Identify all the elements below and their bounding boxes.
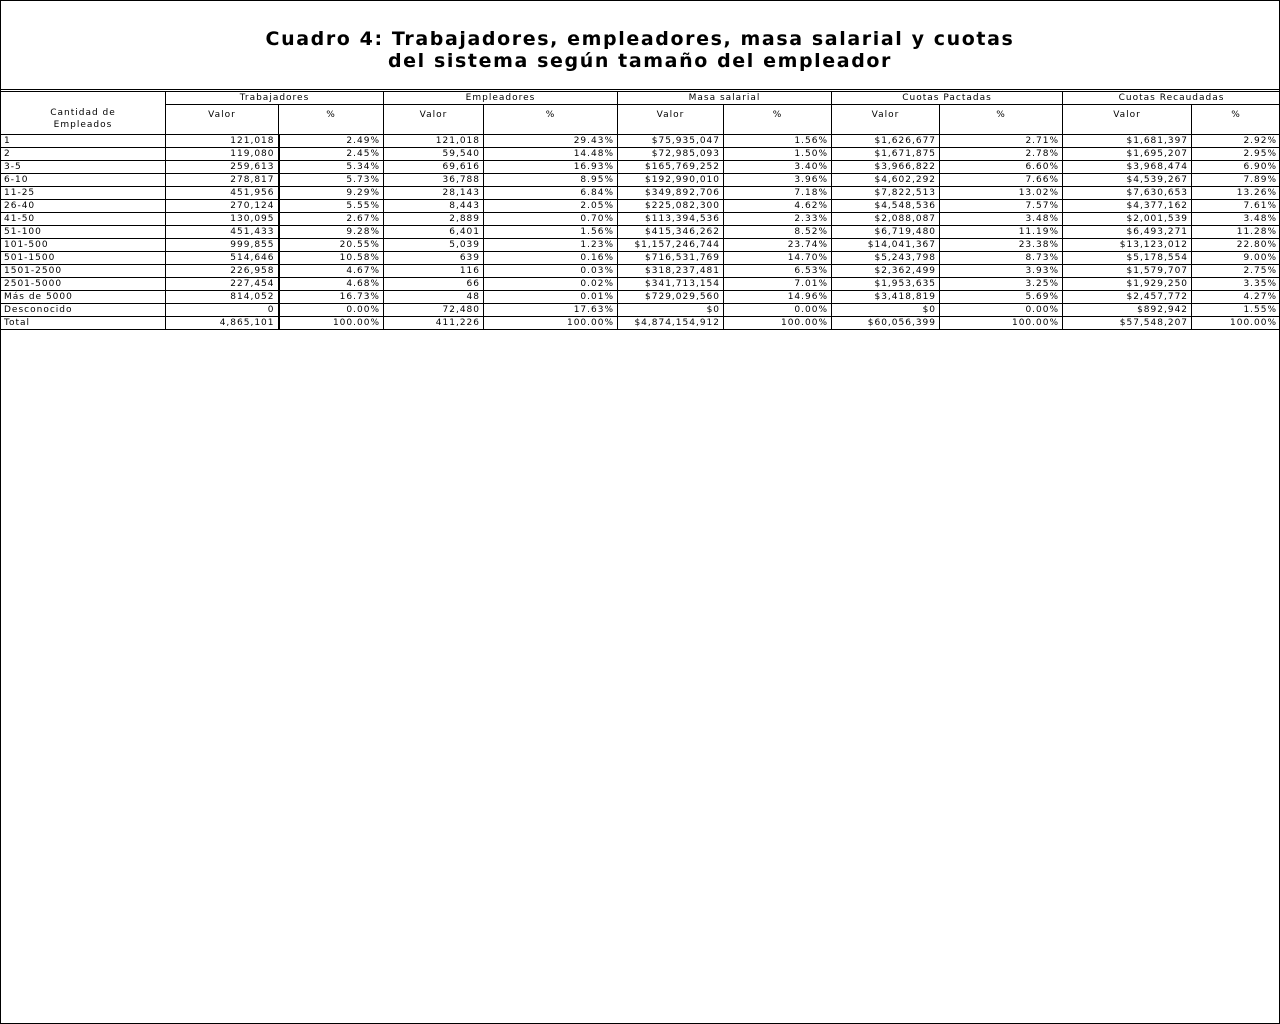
value-cell: 411,226 <box>384 317 484 330</box>
percent-cell: 8.73% <box>940 252 1063 265</box>
value-cell: $1,681,397 <box>1063 135 1192 148</box>
percent-cell: 5.55% <box>279 200 384 213</box>
title-divider <box>0 89 1280 90</box>
percent-cell: 2.05% <box>484 200 618 213</box>
value-cell: $7,630,653 <box>1063 187 1192 200</box>
percent-cell: 6.53% <box>724 265 832 278</box>
table-row <box>1 135 1280 148</box>
percent-cell: 14.48% <box>484 148 618 161</box>
value-cell: 227,454 <box>166 278 279 291</box>
table-row <box>1 161 1280 174</box>
value-cell: $729,029,560 <box>618 291 724 304</box>
row-label-cell: 2501-5000 <box>1 278 166 291</box>
total-row <box>1 317 1280 330</box>
percent-cell: 8.95% <box>484 174 618 187</box>
value-cell: $2,001,539 <box>1063 213 1192 226</box>
value-cell: $892,942 <box>1063 304 1192 317</box>
percent-cell: 1.23% <box>484 239 618 252</box>
percent-cell: 0.00% <box>940 304 1063 317</box>
percent-cell: 3.48% <box>1192 213 1280 226</box>
table-row <box>1 278 1280 291</box>
percent-cell: 6.60% <box>940 161 1063 174</box>
value-cell: 48 <box>384 291 484 304</box>
percent-cell: 2.95% <box>1192 148 1280 161</box>
percent-cell: 4.67% <box>279 265 384 278</box>
percent-cell: 1.56% <box>484 226 618 239</box>
value-cell: $225,082,300 <box>618 200 724 213</box>
value-cell: $349,892,706 <box>618 187 724 200</box>
subheader-valor: Valor <box>1063 105 1192 135</box>
percent-cell: 3.40% <box>724 161 832 174</box>
group-header-masa-salarial: Masa salarial <box>618 92 832 105</box>
value-cell: $716,531,769 <box>618 252 724 265</box>
subheader-percent: % <box>940 105 1063 135</box>
percent-cell: 23.38% <box>940 239 1063 252</box>
value-cell: 5,039 <box>384 239 484 252</box>
value-cell: $415,346,262 <box>618 226 724 239</box>
value-cell: $57,548,207 <box>1063 317 1192 330</box>
value-cell: $3,418,819 <box>832 291 940 304</box>
percent-cell: 13.02% <box>940 187 1063 200</box>
value-cell: 226,958 <box>166 265 279 278</box>
value-cell: 69,616 <box>384 161 484 174</box>
table-row <box>1 148 1280 161</box>
percent-cell: 0.00% <box>279 304 384 317</box>
value-cell: 451,956 <box>166 187 279 200</box>
value-cell: $1,695,207 <box>1063 148 1192 161</box>
value-cell: 270,124 <box>166 200 279 213</box>
row-label-cell: 51-100 <box>1 226 166 239</box>
title-line-2: del sistema según tamaño del empleador <box>387 50 893 72</box>
table-row <box>1 265 1280 278</box>
value-cell: $4,539,267 <box>1063 174 1192 187</box>
percent-cell: 5.69% <box>940 291 1063 304</box>
group-header-empleadores: Empleadores <box>384 92 618 105</box>
percent-cell: 11.28% <box>1192 226 1280 239</box>
row-label-cell: 41-50 <box>1 213 166 226</box>
row-label-cell: 101-500 <box>1 239 166 252</box>
value-cell: $5,178,554 <box>1063 252 1192 265</box>
percent-cell: 3.35% <box>1192 278 1280 291</box>
percent-cell: 3.25% <box>940 278 1063 291</box>
value-cell: $113,394,536 <box>618 213 724 226</box>
sub-header-row <box>1 105 1280 135</box>
value-cell: 8,443 <box>384 200 484 213</box>
value-cell: 4,865,101 <box>166 317 279 330</box>
percent-cell: 0.16% <box>484 252 618 265</box>
percent-cell: 14.70% <box>724 252 832 265</box>
percent-cell: 3.93% <box>940 265 1063 278</box>
value-cell: $3,966,822 <box>832 161 940 174</box>
percent-cell: 9.00% <box>1192 252 1280 265</box>
value-cell: 28,143 <box>384 187 484 200</box>
percent-cell: 2.49% <box>279 135 384 148</box>
percent-cell: 100.00% <box>1192 317 1280 330</box>
row-label-cell: 3-5 <box>1 161 166 174</box>
value-cell: $4,874,154,912 <box>618 317 724 330</box>
group-header-cuotas-recaudadas: Cuotas Recaudadas <box>1063 92 1280 105</box>
row-label-cell: 501-1500 <box>1 252 166 265</box>
value-cell: $1,157,246,744 <box>618 239 724 252</box>
percent-cell: 2.71% <box>940 135 1063 148</box>
percent-cell: 20.55% <box>279 239 384 252</box>
group-header-cuotas-pactadas: Cuotas Pactadas <box>832 92 1063 105</box>
row-label-cell: 2 <box>1 148 166 161</box>
percent-cell: 100.00% <box>940 317 1063 330</box>
value-cell: 116 <box>384 265 484 278</box>
value-cell: 2,889 <box>384 213 484 226</box>
percent-cell: 1.50% <box>724 148 832 161</box>
value-cell: $6,493,271 <box>1063 226 1192 239</box>
value-cell: $7,822,513 <box>832 187 940 200</box>
page-title <box>0 28 1280 72</box>
table-row <box>1 213 1280 226</box>
percent-cell: 16.93% <box>484 161 618 174</box>
subheader-percent: % <box>279 105 384 135</box>
percent-cell: 4.62% <box>724 200 832 213</box>
percent-cell: 10.58% <box>279 252 384 265</box>
percent-cell: 2.92% <box>1192 135 1280 148</box>
percent-cell: 7.61% <box>1192 200 1280 213</box>
percent-cell: 29.43% <box>484 135 618 148</box>
table-row <box>1 291 1280 304</box>
row-label-cell: Desconocido <box>1 304 166 317</box>
value-cell: $4,602,292 <box>832 174 940 187</box>
value-cell: $5,243,798 <box>832 252 940 265</box>
percent-cell: 4.27% <box>1192 291 1280 304</box>
value-cell: 66 <box>384 278 484 291</box>
title-line-1: Cuadro 4: Trabajadores, empleadores, masa salarial y cuotas <box>265 28 1015 50</box>
value-cell: 72,480 <box>384 304 484 317</box>
percent-cell: 13.26% <box>1192 187 1280 200</box>
percent-cell: 11.19% <box>940 226 1063 239</box>
percent-cell: 100.00% <box>484 317 618 330</box>
row-label-cell: Total <box>1 317 166 330</box>
value-cell: 259,613 <box>166 161 279 174</box>
value-cell: $0 <box>618 304 724 317</box>
subheader-valor: Valor <box>166 105 279 135</box>
row-header-label <box>1 105 166 135</box>
row-header-label-line-2: Empleados <box>53 120 113 131</box>
value-cell: $318,237,481 <box>618 265 724 278</box>
value-cell: 999,855 <box>166 239 279 252</box>
subheader-percent: % <box>1192 105 1280 135</box>
percent-cell: 22.80% <box>1192 239 1280 252</box>
value-cell: 639 <box>384 252 484 265</box>
value-cell: $72,985,093 <box>618 148 724 161</box>
subheader-valor: Valor <box>618 105 724 135</box>
subheader-valor: Valor <box>384 105 484 135</box>
table-row <box>1 226 1280 239</box>
percent-cell: 1.56% <box>724 135 832 148</box>
value-cell: $1,671,875 <box>832 148 940 161</box>
percent-cell: 3.48% <box>940 213 1063 226</box>
row-header-blank <box>1 92 166 105</box>
percent-cell: 7.57% <box>940 200 1063 213</box>
value-cell: $2,457,772 <box>1063 291 1192 304</box>
value-cell: 36,788 <box>384 174 484 187</box>
value-cell: 6,401 <box>384 226 484 239</box>
value-cell: 814,052 <box>166 291 279 304</box>
row-label-cell: 1 <box>1 135 166 148</box>
percent-cell: 4.68% <box>279 278 384 291</box>
percent-cell: 9.28% <box>279 226 384 239</box>
percent-cell: 7.89% <box>1192 174 1280 187</box>
table-row <box>1 174 1280 187</box>
subheader-percent: % <box>724 105 832 135</box>
value-cell: 121,018 <box>384 135 484 148</box>
percent-cell: 14.96% <box>724 291 832 304</box>
value-cell: $0 <box>832 304 940 317</box>
table-row <box>1 304 1280 317</box>
value-cell: $341,713,154 <box>618 278 724 291</box>
subheader-percent: % <box>484 105 618 135</box>
percent-cell: 0.00% <box>724 304 832 317</box>
value-cell: $60,056,399 <box>832 317 940 330</box>
percent-cell: 2.75% <box>1192 265 1280 278</box>
percent-cell: 5.73% <box>279 174 384 187</box>
value-cell: $1,953,635 <box>832 278 940 291</box>
percent-cell: 5.34% <box>279 161 384 174</box>
row-label-cell: 26-40 <box>1 200 166 213</box>
percent-cell: 17.63% <box>484 304 618 317</box>
percent-cell: 6.84% <box>484 187 618 200</box>
value-cell: $3,968,474 <box>1063 161 1192 174</box>
percent-cell: 7.18% <box>724 187 832 200</box>
percent-cell: 0.70% <box>484 213 618 226</box>
value-cell: $2,088,087 <box>832 213 940 226</box>
percent-cell: 0.01% <box>484 291 618 304</box>
value-cell: $75,935,047 <box>618 135 724 148</box>
row-label-cell: 1501-2500 <box>1 265 166 278</box>
percent-cell: 3.96% <box>724 174 832 187</box>
table-row <box>1 200 1280 213</box>
percent-cell: 23.74% <box>724 239 832 252</box>
subheader-valor: Valor <box>832 105 940 135</box>
percent-cell: 0.03% <box>484 265 618 278</box>
value-cell: $2,362,499 <box>832 265 940 278</box>
value-cell: $4,377,162 <box>1063 200 1192 213</box>
row-header-label-line-1: Cantidad de <box>50 108 116 119</box>
value-cell: 514,646 <box>166 252 279 265</box>
value-cell: 59,540 <box>384 148 484 161</box>
row-label-cell: 11-25 <box>1 187 166 200</box>
group-header-trabajadores: Trabajadores <box>166 92 384 105</box>
value-cell: $6,719,480 <box>832 226 940 239</box>
value-cell: 121,018 <box>166 135 279 148</box>
percent-cell: 6.90% <box>1192 161 1280 174</box>
percent-cell: 2.33% <box>724 213 832 226</box>
value-cell: $14,041,367 <box>832 239 940 252</box>
value-cell: $4,548,536 <box>832 200 940 213</box>
data-table <box>0 91 1280 330</box>
value-cell: $1,579,707 <box>1063 265 1192 278</box>
value-cell: 119,080 <box>166 148 279 161</box>
percent-cell: 1.55% <box>1192 304 1280 317</box>
group-header-row <box>1 92 1280 105</box>
table-row <box>1 252 1280 265</box>
table-row <box>1 239 1280 252</box>
percent-cell: 7.01% <box>724 278 832 291</box>
value-cell: $13,123,012 <box>1063 239 1192 252</box>
percent-cell: 100.00% <box>279 317 384 330</box>
percent-cell: 16.73% <box>279 291 384 304</box>
table-row <box>1 187 1280 200</box>
percent-cell: 9.29% <box>279 187 384 200</box>
value-cell: 278,817 <box>166 174 279 187</box>
value-cell: $1,626,677 <box>832 135 940 148</box>
row-label-cell: 6-10 <box>1 174 166 187</box>
percent-cell: 7.66% <box>940 174 1063 187</box>
value-cell: $165,769,252 <box>618 161 724 174</box>
value-cell: 451,433 <box>166 226 279 239</box>
row-label-cell: Más de 5000 <box>1 291 166 304</box>
percent-cell: 8.52% <box>724 226 832 239</box>
value-cell: 130,095 <box>166 213 279 226</box>
percent-cell: 2.78% <box>940 148 1063 161</box>
percent-cell: 100.00% <box>724 317 832 330</box>
value-cell: $192,990,010 <box>618 174 724 187</box>
value-cell: $1,929,250 <box>1063 278 1192 291</box>
percent-cell: 2.45% <box>279 148 384 161</box>
value-cell: 0 <box>166 304 279 317</box>
percent-cell: 0.02% <box>484 278 618 291</box>
percent-cell: 2.67% <box>279 213 384 226</box>
